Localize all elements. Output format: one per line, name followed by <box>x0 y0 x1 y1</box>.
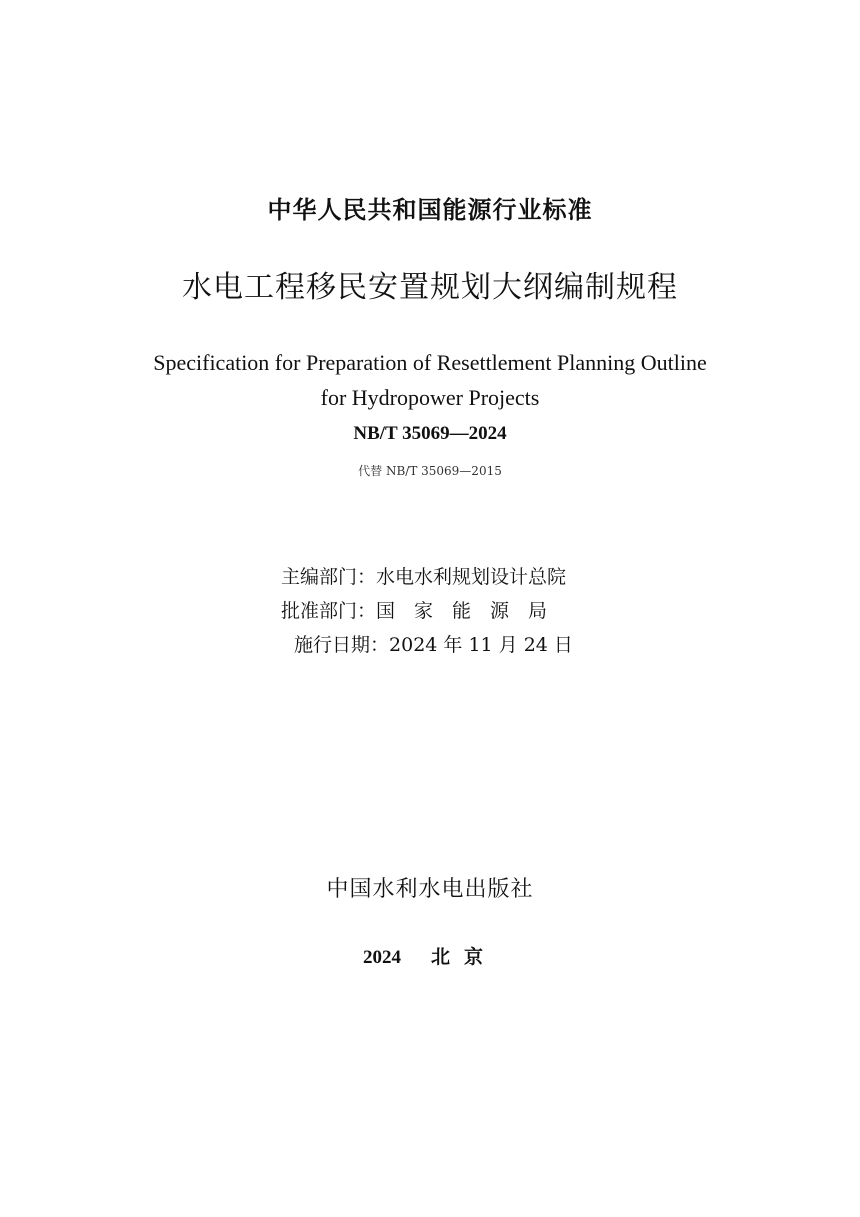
approver-value: 国家能源局 <box>376 600 567 622</box>
approver-row <box>281 596 566 623</box>
document-title-english-line-2: for Hydropower Projects <box>320 385 540 410</box>
publisher-name: 中国水利水电出版社 <box>326 877 534 902</box>
chief-editor-row <box>281 562 566 589</box>
imprint-city: 北京 <box>430 947 497 968</box>
document-title-chinese: 水电工程移民安置规划大纲编制规程 <box>182 270 678 305</box>
effective-date-row <box>294 630 573 657</box>
effective-date-value: 2024 年 11 月 24 日 <box>389 634 573 656</box>
document-title-english-line-1: Specification for Preparation of Resettlement Planning Outline <box>153 350 707 375</box>
approver-label: 批准部门： <box>281 600 377 622</box>
imprint <box>0 942 860 969</box>
effective-date-label: 施行日期： <box>294 634 390 656</box>
chief-editor-label: 主编部门： <box>281 566 377 588</box>
standard-number: NB/T 35069—2024 <box>353 423 507 444</box>
imprint-year: 2024 <box>362 947 401 968</box>
replaces-standard-note: 代替 NB/T 35069—2015 <box>358 464 502 478</box>
chief-editor-value: 水电水利规划设计总院 <box>376 566 567 588</box>
issuing-body: 中华人民共和国能源行业标准 <box>267 196 593 224</box>
